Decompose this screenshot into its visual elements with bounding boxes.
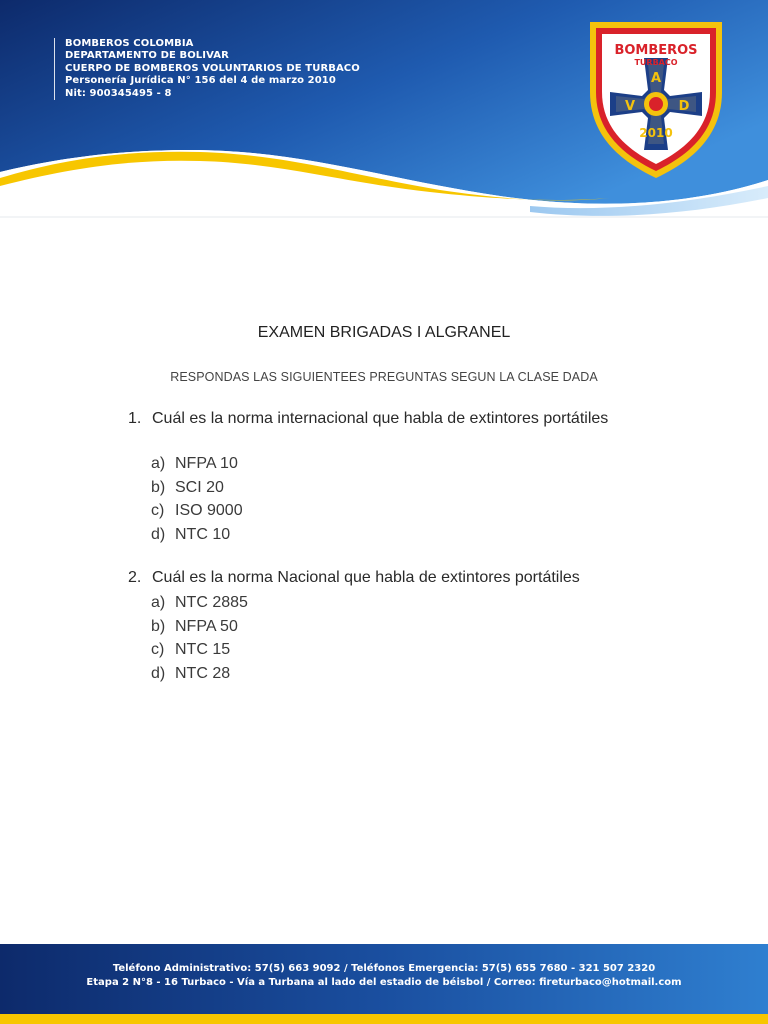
bomberos-emblem-icon — [582, 12, 730, 180]
option-text: NTC 2885 — [175, 594, 248, 611]
emblem-letter-left: V — [624, 99, 636, 114]
org-line-legal: Personería Jurídica N° 156 del 4 de marzo 2010 — [65, 75, 336, 87]
option-text: NFPA 10 — [175, 455, 238, 472]
option-text: NTC 10 — [175, 525, 231, 543]
org-line-nit: Nit: 900345495 - 8 — [65, 87, 172, 99]
option-item — [151, 523, 243, 547]
footer-address: Etapa 2 N°8 - 16 Turbaco - Vía a Turbana al lado del estadio de béisbol / Correo: fireturbaco@hotmail.com — [86, 977, 682, 988]
option-letter: c) — [151, 502, 165, 519]
exam-instructions: RESPONDAS LAS SIGUIENTEES PREGUNTAS SEGUN LA CLASE DADA — [170, 370, 598, 384]
option-item — [151, 476, 243, 500]
organization-info — [54, 38, 360, 100]
question-number: 1. — [128, 410, 142, 427]
option-letter: d) — [151, 664, 166, 682]
option-text: NTC 28 — [175, 664, 231, 682]
option-text: NFPA 50 — [175, 617, 238, 635]
option-item — [151, 638, 248, 662]
org-line-country: BOMBEROS COLOMBIA — [65, 38, 194, 49]
option-item — [151, 591, 248, 615]
org-line-department: DEPARTAMENTO DE BOLIVAR — [65, 50, 229, 62]
org-line-body-name: CUERPO DE BOMBEROS VOLUNTARIOS DE TURBACO — [65, 62, 360, 74]
letterhead-footer — [0, 940, 768, 1024]
question-text: Cuál es la norma internacional que habla de extintores portátiles — [152, 410, 609, 427]
question-1 — [128, 410, 608, 428]
question-2-options — [151, 591, 248, 685]
option-item — [151, 615, 248, 639]
option-item — [151, 452, 243, 476]
option-letter: a) — [151, 455, 166, 472]
option-item — [151, 499, 243, 523]
question-1-options — [151, 452, 243, 546]
emblem-year: 2010 — [639, 126, 673, 140]
exam-content — [0, 220, 768, 940]
letterhead-header — [0, 0, 768, 220]
emblem-letter-right: D — [678, 99, 690, 114]
question-number: 2. — [128, 569, 142, 586]
emblem-title: BOMBEROS — [614, 43, 698, 58]
question-2 — [128, 569, 580, 587]
exam-title: EXAMEN BRIGADAS I ALGRANEL — [257, 324, 511, 341]
emblem-subtitle: TURBACO — [634, 58, 678, 67]
question-text: Cuál es la norma Nacional que habla de extintores portátiles — [152, 569, 580, 586]
option-text: ISO 9000 — [175, 502, 243, 519]
option-text: SCI 20 — [175, 478, 224, 496]
option-letter: b) — [151, 478, 166, 496]
option-letter: b) — [151, 617, 166, 635]
option-letter: a) — [151, 594, 166, 611]
footer-contact — [0, 962, 768, 990]
option-letter: c) — [151, 641, 165, 658]
option-item — [151, 662, 248, 686]
emblem-letter-top: A — [650, 71, 662, 86]
footer-phones: Teléfono Administrativo: 57(5) 663 9092 / Teléfonos Emergencia: 57(5) 655 7680 - 321 507 2320 — [112, 963, 656, 974]
option-letter: d) — [151, 525, 166, 543]
option-text: NTC 15 — [175, 641, 231, 658]
